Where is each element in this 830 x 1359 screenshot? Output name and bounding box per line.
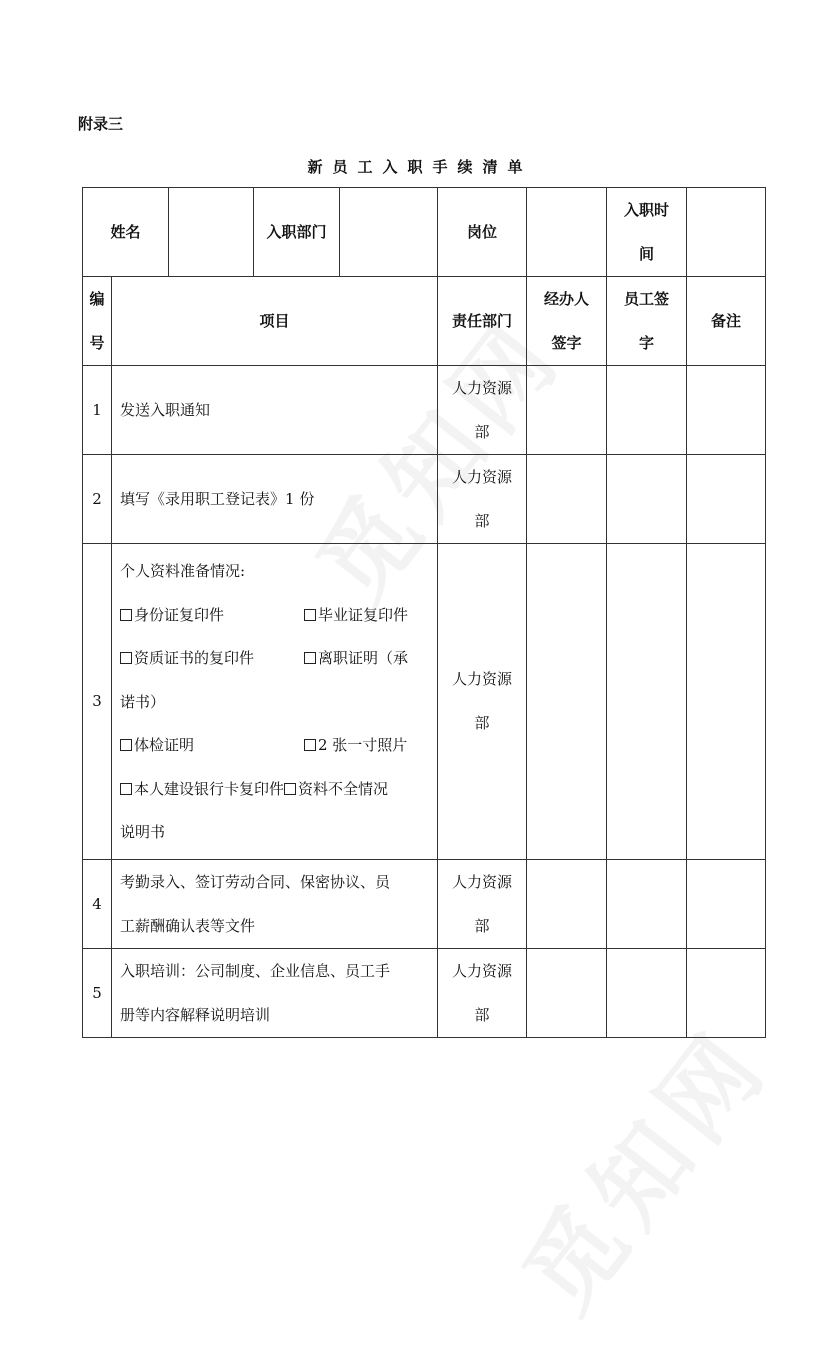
table-row: [83, 859, 766, 948]
handler-sign-label: [527, 277, 607, 366]
no-label-line1: 编: [89, 290, 105, 308]
remarks-cell[interactable]: [687, 455, 766, 544]
row-number: 4: [83, 859, 112, 948]
row-dept: [438, 544, 527, 860]
row-item: 发送入职通知: [112, 366, 438, 455]
name-label: 姓名: [83, 188, 169, 277]
dept-value-cell[interactable]: [340, 188, 438, 277]
incomplete-docs-label: 资料不全情况: [298, 779, 389, 798]
row-item: 填写《录用职工登记表》1 份: [112, 455, 438, 544]
employee-sign-line1: 员工签: [624, 290, 670, 308]
row-item-line2: 册等内容解释说明培训: [120, 1005, 271, 1024]
row-dept: [438, 455, 527, 544]
remarks-cell[interactable]: [687, 948, 766, 1037]
employee-sign-cell[interactable]: [607, 859, 687, 948]
handler-sign-cell[interactable]: [527, 859, 607, 948]
handler-sign-cell[interactable]: [527, 948, 607, 1037]
row-number: 2: [83, 455, 112, 544]
item-label: 项目: [112, 277, 438, 366]
employee-sign-cell[interactable]: [607, 455, 687, 544]
diploma-copy-label: 毕业证复印件: [318, 605, 409, 624]
hire-time-value-cell[interactable]: [687, 188, 766, 277]
resignation-cert-label-cont: 诺书）: [120, 692, 166, 711]
medical-cert-label: 体检证明: [134, 736, 195, 754]
id-copy-label: 身份证复印件: [134, 605, 225, 624]
row-dept-line1: 人力资源: [452, 468, 513, 486]
row-dept: [438, 948, 527, 1037]
handler-sign-cell[interactable]: [527, 366, 607, 455]
dept-label: 入职部门: [254, 188, 340, 277]
row-item-line2: 工薪酬确认表等文件: [120, 916, 256, 935]
row-dept-line2: 部: [474, 714, 490, 733]
row-number: 3: [83, 544, 112, 860]
row-dept-line2: 部: [474, 423, 490, 441]
row-number: 5: [83, 948, 112, 1037]
row-dept: [438, 366, 527, 455]
handler-sign-cell[interactable]: [527, 455, 607, 544]
onboarding-checklist-table: [82, 187, 766, 1038]
row-item-line1: 考勤录入、签订劳动合同、保密协议、员: [120, 872, 391, 891]
header-row-columns: [83, 277, 766, 366]
row-item: [112, 859, 438, 948]
employee-sign-label: [607, 277, 687, 366]
row-item: [112, 948, 438, 1037]
handler-sign-line2: 签字: [551, 334, 582, 352]
table-row: [83, 544, 766, 860]
hire-time-label-line1: 入职时: [624, 201, 670, 219]
remarks-cell[interactable]: [687, 544, 766, 860]
name-value-cell[interactable]: [169, 188, 254, 277]
bank-card-checkbox[interactable]: [120, 783, 132, 795]
incomplete-docs-checkbox[interactable]: [284, 783, 296, 795]
row-dept-line2: 部: [474, 916, 490, 935]
id-copy-checkbox[interactable]: [120, 609, 132, 621]
row-dept-line1: 人力资源: [452, 670, 513, 689]
row-dept-line1: 人力资源: [452, 379, 513, 397]
resp-dept-label: 责任部门: [438, 277, 527, 366]
no-label-line2: 号: [89, 334, 105, 352]
photo-checkbox[interactable]: [304, 739, 316, 751]
remarks-cell[interactable]: [687, 366, 766, 455]
hire-time-label-line2: 间: [639, 245, 655, 263]
documents-title: 个人资料准备情况:: [120, 562, 246, 580]
table-row: [83, 366, 766, 455]
appendix-label: 附录三: [78, 115, 124, 133]
medical-cert-checkbox[interactable]: [120, 739, 132, 751]
employee-sign-cell[interactable]: [607, 366, 687, 455]
no-label: [83, 277, 112, 366]
table-row: [83, 948, 766, 1037]
header-row-info: [83, 188, 766, 277]
diploma-copy-checkbox[interactable]: [304, 609, 316, 621]
bank-card-label: 本人建设银行卡复印件: [134, 779, 285, 798]
row-number: 1: [83, 366, 112, 455]
employee-sign-line2: 字: [639, 334, 655, 352]
row-dept-line2: 部: [474, 1005, 490, 1024]
row-dept-line1: 人力资源: [452, 961, 513, 980]
hire-time-label: [607, 188, 687, 277]
cert-copy-label: 资质证书的复印件: [134, 649, 255, 667]
position-value-cell[interactable]: [527, 188, 607, 277]
row-dept-line1: 人力资源: [452, 872, 513, 891]
resignation-cert-label: 离职证明（承: [318, 649, 409, 667]
cert-copy-checkbox[interactable]: [120, 652, 132, 664]
handler-sign-cell[interactable]: [527, 544, 607, 860]
incomplete-docs-label-cont: 说明书: [120, 823, 166, 841]
employee-sign-cell[interactable]: [607, 948, 687, 1037]
row-item-line1: 入职培训：公司制度、企业信息、员工手: [120, 961, 391, 980]
remarks-cell[interactable]: [687, 859, 766, 948]
document-title: 新员工入职手续清单: [307, 158, 533, 176]
remarks-label: 备注: [687, 277, 766, 366]
position-label: 岗位: [438, 188, 527, 277]
handler-sign-line1: 经办人: [544, 290, 590, 308]
photo-label: 2 张一寸照片: [318, 736, 408, 754]
row-dept-line2: 部: [474, 512, 490, 530]
resignation-cert-checkbox[interactable]: [304, 652, 316, 664]
table-row: [83, 455, 766, 544]
employee-sign-cell[interactable]: [607, 544, 687, 860]
row-dept: [438, 859, 527, 948]
row-item-documents: [112, 544, 438, 860]
